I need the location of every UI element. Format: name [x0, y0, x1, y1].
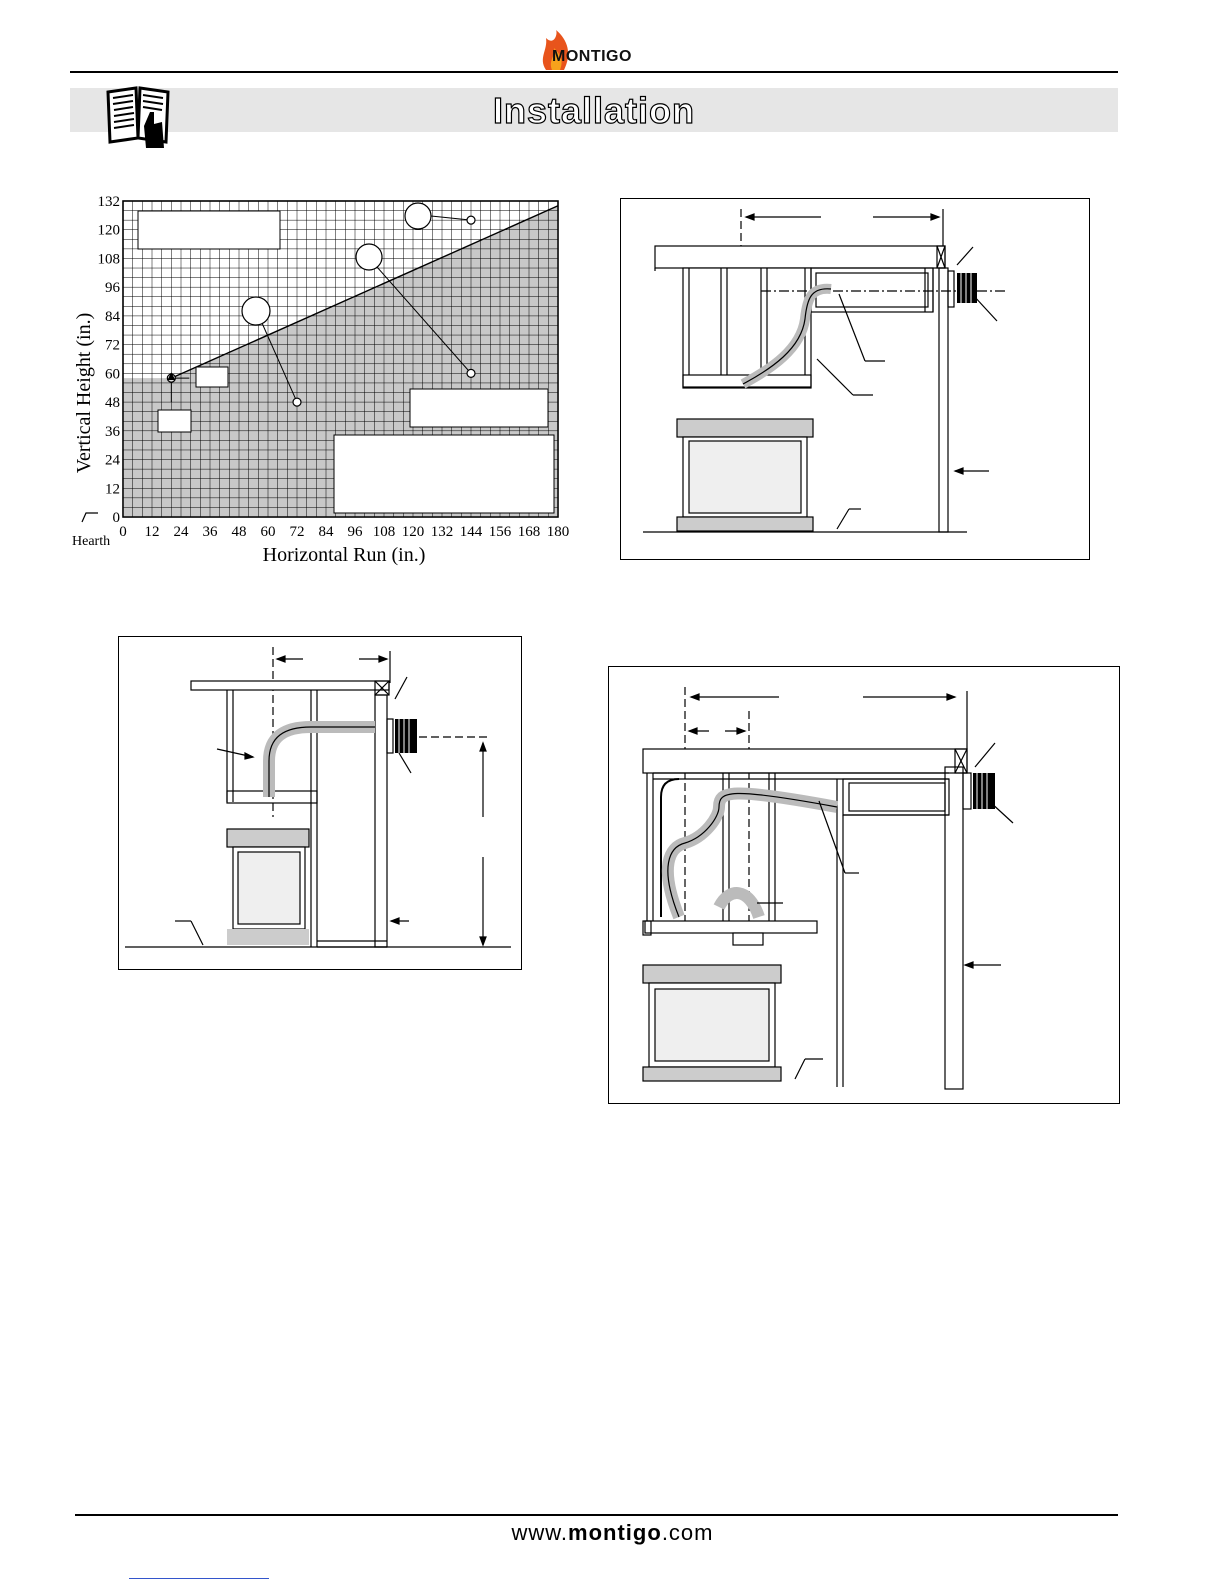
y-tick-label: 72 [105, 337, 120, 354]
callout-circle [242, 297, 270, 325]
x-tick-label: 36 [202, 524, 218, 540]
url-brand: montigo [568, 1520, 662, 1545]
chart-label-box [410, 389, 548, 427]
y-axis-label: Vertical Height (in.) [73, 312, 95, 474]
y-tick-label: 12 [105, 481, 120, 498]
section-title: Installation [492, 90, 696, 131]
y-tick-label: 48 [105, 395, 120, 412]
x-tick-label: 108 [372, 524, 396, 540]
chart-label-box [158, 410, 191, 432]
callout-circle [356, 244, 382, 270]
hearth-label: Hearth [72, 534, 111, 549]
manual-book-icon [104, 82, 174, 148]
header-rule [70, 71, 1118, 73]
wall-terminal-icon [395, 719, 417, 753]
hearth-arrow [82, 513, 98, 522]
x-tick-label: 48 [231, 524, 247, 540]
x-tick-label: 96 [347, 524, 363, 540]
footer-rule [75, 1514, 1118, 1516]
chart-svg [60, 185, 590, 585]
x-tick-label: 60 [260, 524, 276, 540]
vent-diagram-bottom-left [118, 636, 522, 970]
x-tick-label: 12 [144, 524, 160, 540]
x-tick-label: 156 [488, 524, 512, 540]
vent-run-chart [60, 185, 590, 585]
x-tick-label: 120 [401, 524, 425, 540]
x-tick-label: 168 [517, 524, 541, 540]
y-tick-label: 60 [105, 366, 120, 383]
y-tick-label: 96 [105, 280, 120, 297]
montigo-logo [538, 30, 658, 72]
x-tick-label: 84 [318, 524, 334, 540]
vent-diagram-svg [609, 667, 1119, 1103]
vent-diagram-svg [621, 199, 1089, 559]
x-tick-label: 0 [119, 524, 127, 540]
chart-label-box [138, 211, 280, 249]
wall-terminal-icon [973, 773, 995, 809]
y-tick-label: 0 [112, 510, 120, 526]
x-tick-label: 180 [546, 524, 570, 540]
y-tick-label: 36 [105, 423, 120, 440]
x-tick-label: 24 [173, 524, 189, 540]
vent-diagram-svg [119, 637, 521, 969]
data-point [293, 398, 301, 406]
url-suffix: .com [661, 1520, 714, 1545]
x-tick-label: 144 [459, 524, 483, 540]
x-tick-label: 132 [430, 524, 454, 540]
callout-circle [405, 203, 431, 229]
vent-diagram-bottom-right [608, 666, 1120, 1104]
brand-name: MONTIGO [552, 48, 632, 65]
y-tick-label: 84 [105, 308, 120, 325]
link-underline [129, 1578, 269, 1579]
wall-terminal-icon [957, 273, 977, 303]
url-prefix: www. [511, 1520, 569, 1545]
y-tick-label: 132 [97, 194, 120, 210]
y-tick-label: 120 [97, 222, 120, 239]
x-axis-label: Horizontal Run (in.) [262, 544, 426, 566]
section-banner [70, 88, 1118, 132]
data-point [467, 216, 475, 224]
chart-label-box [334, 435, 554, 513]
vent-diagram-top-right [620, 198, 1090, 560]
x-tick-label: 72 [289, 524, 305, 540]
data-point [467, 369, 475, 377]
chart-label-box [196, 367, 228, 387]
y-tick-label: 24 [105, 452, 120, 469]
y-tick-label: 108 [97, 251, 120, 268]
footer-url[interactable] [0, 1520, 1225, 1546]
